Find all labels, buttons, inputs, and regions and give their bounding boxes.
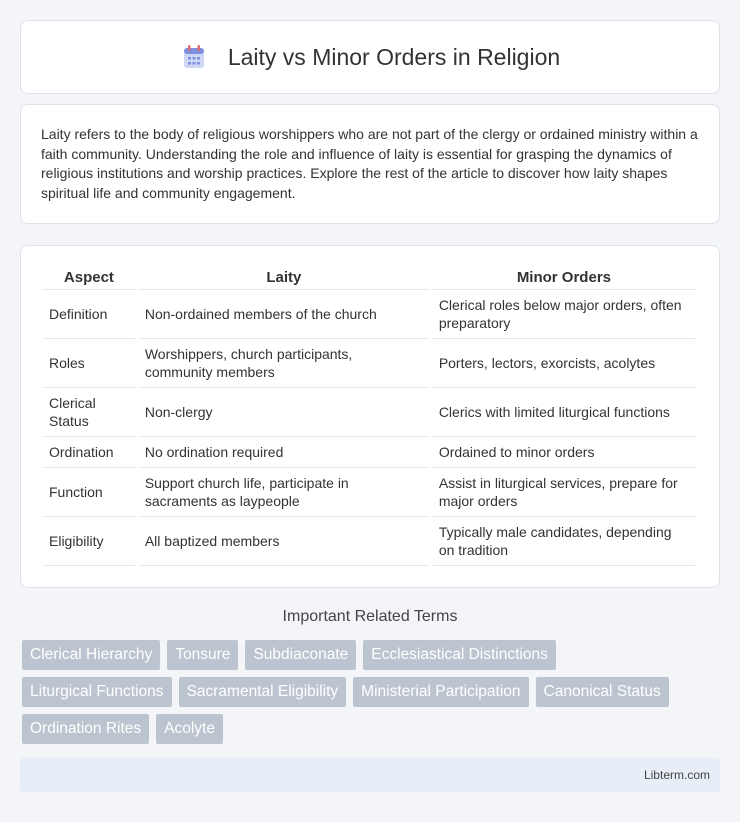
- cell-minor-orders: Porters, lectors, exorcists, acolytes: [433, 339, 695, 388]
- tag-row: [22, 677, 722, 707]
- cell-aspect: Ordination: [43, 437, 135, 468]
- cell-aspect: Roles: [43, 339, 135, 388]
- tag-clerical-hierarchy[interactable]: Clerical Hierarchy: [22, 640, 160, 670]
- cell-laity: Worshippers, church participants, community members: [139, 339, 429, 388]
- title-wrap: [180, 43, 560, 71]
- tag-liturgical-functions[interactable]: Liturgical Functions: [22, 677, 172, 707]
- cell-laity: No ordination required: [139, 437, 429, 468]
- table-row: [43, 468, 695, 517]
- tag-sacramental-eligibility[interactable]: Sacramental Eligibility: [179, 677, 347, 707]
- table-header-row: [43, 266, 695, 290]
- table-row: [43, 517, 695, 566]
- tag-row: [22, 640, 722, 670]
- document-icon: [180, 43, 208, 71]
- comparison-card: [20, 245, 720, 588]
- cell-minor-orders: Typically male candidates, depending on tradition: [433, 517, 695, 566]
- cell-aspect: Clerical Status: [43, 388, 135, 437]
- cell-aspect: Definition: [43, 290, 135, 339]
- cell-laity: Non-ordained members of the church: [139, 290, 429, 339]
- table-row: [43, 437, 695, 468]
- table-row: [43, 388, 695, 437]
- header-minor-orders: Minor Orders: [433, 266, 695, 290]
- tag-ministerial-participation[interactable]: Ministerial Participation: [353, 677, 528, 707]
- cell-laity: Support church life, participate in sacraments as laypeople: [139, 468, 429, 517]
- tag-tonsure[interactable]: Tonsure: [167, 640, 238, 670]
- cell-laity: Non-clergy: [139, 388, 429, 437]
- tag-ecclesiastical-distinctions[interactable]: Ecclesiastical Distinctions: [363, 640, 556, 670]
- cell-minor-orders: Assist in liturgical services, prepare for major orders: [433, 468, 695, 517]
- tag-row: [22, 714, 722, 744]
- cell-aspect: Function: [43, 468, 135, 517]
- comparison-table: [39, 266, 699, 566]
- intro-paragraph: Laity refers to the body of religious worshippers who are not part of the clergy or ordained ministry within a faith community. Understanding the role and influence of laity is essential for grasping the dynamics of religious institutions and worship practices. Explore the rest of the article to discover how laity shapes spiritual life and community engagement.: [41, 126, 698, 201]
- cell-minor-orders: Ordained to minor orders: [433, 437, 695, 468]
- tag-ordination-rites[interactable]: Ordination Rites: [22, 714, 149, 744]
- table-row: [43, 339, 695, 388]
- cell-minor-orders: Clerics with limited liturgical functions: [433, 388, 695, 437]
- title-card: [20, 20, 720, 94]
- intro-card: [20, 104, 720, 224]
- header-aspect: Aspect: [43, 266, 135, 290]
- tag-acolyte[interactable]: Acolyte: [156, 714, 223, 744]
- tag-canonical-status[interactable]: Canonical Status: [536, 677, 669, 707]
- related-terms-title: Important Related Terms: [282, 608, 458, 625]
- tag-subdiaconate[interactable]: Subdiaconate: [245, 640, 356, 670]
- cell-minor-orders: Clerical roles below major orders, often preparatory: [433, 290, 695, 339]
- page-title: Laity vs Minor Orders in Religion: [227, 43, 561, 70]
- footer-brand[interactable]: Libterm.com: [643, 768, 710, 782]
- related-terms-tags: [22, 640, 722, 751]
- header-laity: Laity: [139, 266, 429, 290]
- cell-aspect: Eligibility: [43, 517, 135, 566]
- table-row: [43, 290, 695, 339]
- footer: [20, 758, 720, 792]
- cell-laity: All baptized members: [139, 517, 429, 566]
